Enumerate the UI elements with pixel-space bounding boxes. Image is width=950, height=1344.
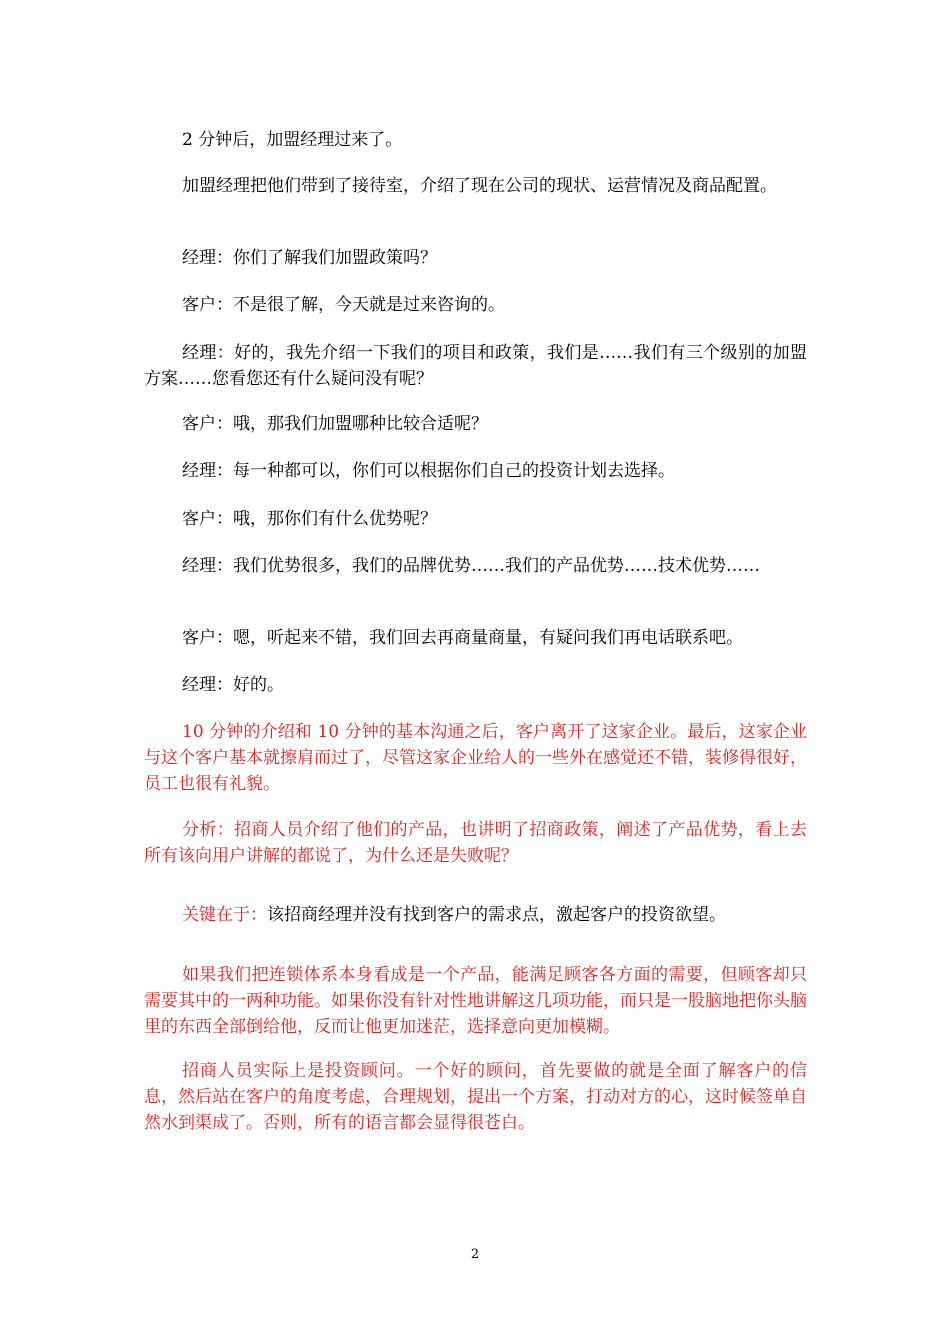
paragraph-chain-product: 如果我们把连锁体系本身看成是一个产品，能满足顾客各方面的需要，但顾客却只需要其中的一两种功能。如果你没有针对性地讲解这几项功能，而只是一股脑地把你头脑里的东西全部倒给他，反而让他更加迷茫，选择意向更加模糊。 [144, 965, 807, 1037]
dialogue-manager-3: 经理：每一种都可以，你们可以根据你们自己的投资计划去选择。 [182, 461, 675, 481]
dialogue-customer-2: 客户：哦，那我们加盟哪种比较合适呢？ [182, 414, 488, 434]
dialogue-manager-1: 经理：你们了解我们加盟政策吗？ [182, 248, 437, 268]
page-number: 2 [470, 1247, 480, 1262]
paragraph-analysis: 分析：招商人员介绍了他们的产品，也讲明了招商政策，阐述了产品优势，看上去所有该向用户讲解的都说了，为什么还是失败呢？ [144, 820, 807, 866]
dialogue-customer-4: 客户：嗯，听起来不错，我们回去再商量商量，有疑问我们再电话联系吧。 [182, 628, 743, 648]
paragraph-customer-left: 10 分钟的介绍和 10 分钟的基本沟通之后，客户离开了这家企业。最后，这家企业与这个客户基本就擦肩而过了，尽管这家企业给人的一些外在感觉还不错，装修得很好，员工也很有礼貌。 [144, 722, 807, 794]
dialogue-manager-4: 经理：我们优势很多，我们的品牌优势……我们的产品优势……技术优势…… [182, 556, 760, 576]
dialogue-manager-5: 经理：好的。 [182, 675, 284, 695]
dialogue-manager-2: 经理：好的，我先介绍一下我们的项目和政策，我们是……我们有三个级别的加盟方案……您看您还有什么疑问没有呢？ [144, 343, 807, 389]
key-point-text: 该招商经理并没有找到客户的需求点，激起客户的投资欲望。 [267, 905, 726, 925]
paragraph-key-point [144, 902, 807, 928]
paragraph-manager-arrives: 2 分钟后，加盟经理过来了。 [182, 130, 403, 150]
dialogue-customer-1: 客户：不是很了解，今天就是过来咨询的。 [182, 295, 505, 315]
paragraph-investment-advisor: 招商人员实际上是投资顾问。一个好的顾问，首先要做的就是全面了解客户的信息，然后站在客户的角度考虑，合理规划，提出一个方案，打动对方的心，这时候签单自然水到渠成了。否则，所有的语言都会显得很苍白。 [144, 1061, 807, 1133]
paragraph-reception-intro: 加盟经理把他们带到了接待室，介绍了现在公司的现状、运营情况及商品配置。 [182, 176, 777, 196]
dialogue-customer-3: 客户：哦，那你们有什么优势呢？ [182, 509, 437, 529]
key-point-label: 关键在于： [182, 905, 267, 925]
